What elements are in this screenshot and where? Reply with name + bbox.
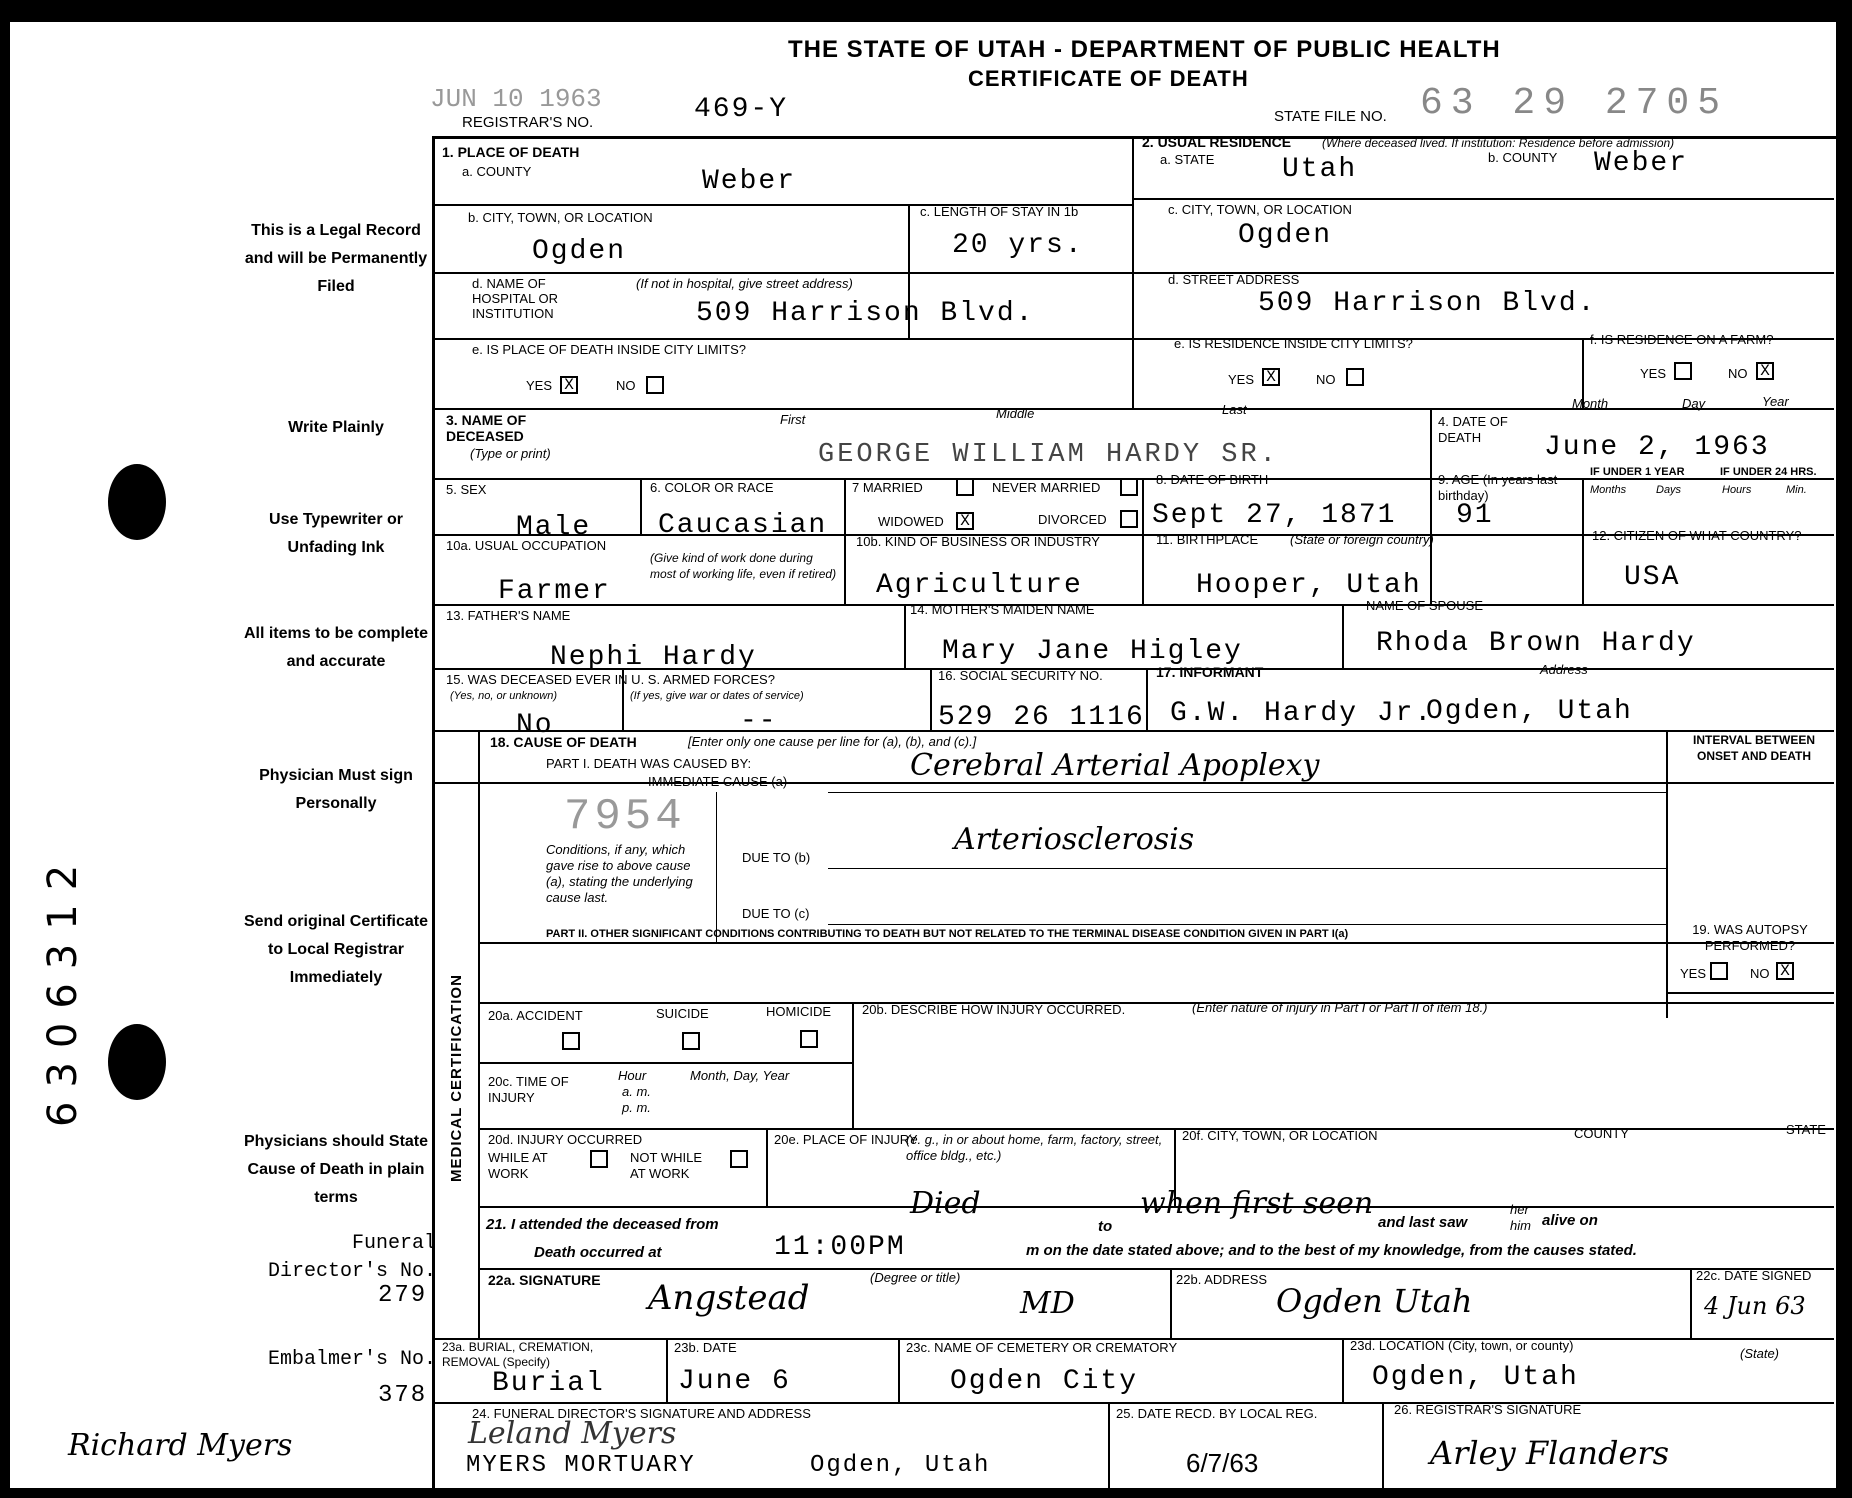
not-while-label: NOT WHILE AT WORK (630, 1150, 702, 1181)
mortuary-name: MYERS MORTUARY (466, 1452, 696, 1479)
no-label: NO (1316, 372, 1336, 387)
punch-hole (108, 1024, 166, 1100)
spouse-label: NAME OF SPOUSE (1366, 598, 1484, 613)
occurred-label: 20d. INJURY OCCURRED (488, 1132, 643, 1147)
place-injury-note: (e. g., in or about home, farm, factory, street, office bldg., etc.) (906, 1132, 1163, 1163)
date-signed-label: 22c. DATE SIGNED (1696, 1268, 1812, 1283)
immediate-cause: Cerebral Arterial Apoplexy (910, 748, 1320, 783)
local-reg-date: 6/7/63 (1186, 1448, 1259, 1478)
burial-date: June 6 (678, 1366, 791, 1397)
rule (1666, 730, 1668, 1018)
city-limits-label: e. IS PLACE OF DEATH INSIDE CITY LIMITS? (472, 342, 747, 357)
occupation-label: 10a. USUAL OCCUPATION (446, 538, 607, 553)
hours-label: Hours (1722, 484, 1752, 496)
cause-line (828, 792, 1666, 793)
describe-label: 20b. DESCRIBE HOW INJURY OCCURRED. (862, 1002, 1126, 1017)
res-limits-label: e. IS RESIDENCE INSIDE CITY LIMITS? (1174, 336, 1413, 351)
while-work-label: WHILE AT WORK (488, 1150, 548, 1181)
sidebar-physician: Physician Must sign Personally (259, 767, 413, 812)
death-certificate (10, 22, 1836, 1488)
sex-label: 5. SEX (446, 482, 487, 497)
place-city: Ogden (532, 236, 627, 267)
res-county: Weber (1594, 148, 1689, 179)
accident-checkbox[interactable] (562, 1032, 580, 1050)
father-label: 13. FATHER'S NAME (446, 608, 571, 623)
attend-to-label: to (1098, 1218, 1113, 1235)
res-state: Utah (1282, 154, 1358, 185)
father-value: Nephi Hardy (550, 642, 757, 673)
rule (1690, 1268, 1692, 1338)
deceased-name: GEORGE WILLIAM HARDY SR. (818, 440, 1279, 470)
physician-address: Ogden Utah (1276, 1282, 1473, 1320)
registrar-label: REGISTRAR'S NO. (462, 114, 594, 131)
funeral-director-label: Funeral Director's No. (267, 1232, 436, 1283)
rule (1146, 668, 1148, 730)
ssn-value: 529 26 1116 (938, 702, 1145, 733)
res-street: 509 Harrison Blvd. (1258, 288, 1597, 319)
funeral-director-signature: Leland Myers (468, 1416, 677, 1451)
days-label: Days (1656, 484, 1682, 496)
res-county-label: b. COUNTY (1488, 150, 1558, 165)
married-checkbox[interactable] (956, 478, 974, 496)
part1-label: PART I. DEATH WAS CAUSED BY: (546, 756, 752, 771)
place-hospital: 509 Harrison Blvd. (696, 298, 1035, 329)
under-24-label: IF UNDER 24 HRS. (1720, 466, 1817, 478)
divorced-label: DIVORCED (1038, 512, 1107, 527)
punch-hole (108, 464, 166, 540)
sidebar-plain: Write Plainly (288, 419, 384, 436)
county-label: a. COUNTY (462, 164, 532, 179)
rule (1382, 1402, 1384, 1488)
farm-yes-checkbox[interactable] (1674, 362, 1692, 380)
occupation-value: Farmer (498, 576, 611, 607)
hospital-label: d. NAME OF HOSPITAL OR INSTITUTION (472, 276, 558, 321)
rule (1342, 604, 1344, 668)
suicide-label: SUICIDE (656, 1006, 709, 1021)
res-state-label: a. STATE (1160, 152, 1215, 167)
part2-label: PART II. OTHER SIGNIFICANT CONDITIONS CONTRIBUTING TO DEATH BUT NOT RELATED TO THE TERMINAL DISEASE CONDITION GIVEN IN PART I(a) (546, 928, 1349, 940)
place-stay: 20 yrs. (952, 230, 1084, 261)
death-date-label: 4. DATE OF DEATH (1438, 414, 1508, 445)
margin-signature: Richard Myers (68, 1428, 293, 1463)
name-label: 3. NAME OF DECEASED (446, 412, 527, 444)
business-value: Agriculture (876, 570, 1083, 601)
stay-label: c. LENGTH OF STAY IN 1b (920, 204, 1079, 219)
cause-note: [Enter only one cause per line for (a), (b), and (c).] (688, 734, 977, 749)
citizen-value: USA (1624, 562, 1681, 593)
place-limits-yes-checkbox[interactable]: X (560, 376, 578, 394)
rule (478, 730, 480, 1338)
birthplace-value: Hooper, Utah (1196, 570, 1422, 601)
him-label: him (1510, 1218, 1531, 1233)
interval-label: INTERVAL BETWEEN ONSET AND DEATH (1692, 733, 1815, 763)
serial-number: 6306312 (40, 850, 86, 1127)
homicide-checkbox[interactable] (800, 1030, 818, 1048)
race-label: 6. COLOR OR RACE (650, 480, 774, 495)
rule (1132, 198, 1834, 200)
divorced-checkbox[interactable] (1120, 510, 1138, 528)
attend-to: when first seen (1140, 1186, 1374, 1221)
rule (904, 604, 906, 668)
day-label: Day (1682, 396, 1706, 411)
certificate-title: CERTIFICATE OF DEATH (968, 66, 1249, 91)
res-limits-no-checkbox[interactable] (1346, 368, 1364, 386)
her-label: her (1510, 1202, 1529, 1217)
sidebar-send: Send original Certificate to Local Registrar Immediately (243, 913, 429, 986)
rule (666, 1338, 668, 1402)
location-state-note: (State) (1740, 1346, 1780, 1361)
last-saw-label: and last saw (1378, 1214, 1468, 1231)
business-label: 10b. KIND OF BUSINESS OR INDUSTRY (856, 534, 1100, 549)
ssn-label: 16. SOCIAL SECURITY NO. (938, 668, 1103, 683)
occurred-rest: m on the date stated above; and to the best of my knowledge, from the causes stated. (1026, 1242, 1637, 1259)
attend-from: Died (910, 1186, 981, 1221)
age-value: 91 (1456, 500, 1494, 531)
alive-label: alive on (1542, 1212, 1598, 1229)
rule (478, 1128, 1834, 1130)
res-limits-yes-checkbox[interactable]: X (1262, 368, 1280, 386)
time-label: 20c. TIME OF INJURY (488, 1074, 569, 1105)
age-label: 9. AGE (In years last birthday) (1438, 472, 1558, 503)
rule (432, 408, 1834, 410)
hour-label: Hour (618, 1068, 647, 1083)
while-work-checkbox[interactable] (590, 1150, 608, 1168)
place-label: 1. PLACE OF DEATH (442, 144, 580, 160)
burial-date-label: 23b. DATE (674, 1340, 737, 1355)
yes-label: YES (1228, 372, 1255, 387)
name-sub: (Type or print) (470, 446, 551, 461)
armed-value: No (516, 710, 554, 741)
informant-label: 17. INFORMANT (1156, 664, 1264, 680)
state-file-label: STATE FILE NO. (1274, 108, 1387, 125)
war-note: (If yes, give war or dates of service) (630, 690, 804, 702)
rule (478, 1002, 1834, 1004)
place-limits-no-checkbox[interactable] (646, 376, 664, 394)
cemetery-label: 23c. NAME OF CEMETERY OR CREMATORY (906, 1340, 1178, 1355)
widowed-label: WIDOWED (878, 514, 944, 529)
attend-label: 21. I attended the deceased from (486, 1216, 719, 1233)
mdy-label: Month, Day, Year (690, 1068, 790, 1083)
war-value: -- (740, 706, 778, 737)
never-married-label: NEVER MARRIED (992, 480, 1101, 495)
death-occurred-label: Death occurred at (534, 1244, 662, 1261)
rule (478, 1062, 852, 1064)
yes-label: YES (1640, 366, 1667, 381)
location-value: Ogden, Utah (1372, 1362, 1579, 1393)
autopsy-label: 19. WAS AUTOPSY PERFORMED? (1692, 922, 1808, 953)
death-time: 11:00PM (774, 1232, 906, 1263)
rule (898, 1338, 900, 1402)
injury-state-label: STATE (1786, 1122, 1826, 1137)
not-while-checkbox[interactable] (730, 1150, 748, 1168)
rule (432, 604, 1834, 606)
funeral-director-no: 279 (378, 1282, 428, 1309)
location-label: 23d. LOCATION (City, town, or county) (1350, 1338, 1574, 1353)
funeral-director-sig-label: 24. FUNERAL DIRECTOR'S SIGNATURE AND ADDRESS (472, 1406, 811, 1421)
immediate-label: IMMEDIATE CAUSE (a) (648, 774, 788, 789)
rule (852, 1002, 854, 1128)
embalmer-label: Embalmer's No. (267, 1348, 436, 1371)
informant-address-label: Address (1540, 662, 1588, 677)
injury-county-label: COUNTY (1574, 1126, 1629, 1141)
res-city-label: c. CITY, TOWN, OR LOCATION (1168, 202, 1352, 217)
hospital-note: (If not in hospital, give street address) (636, 276, 853, 291)
birthplace-note: (State or foreign country) (1290, 532, 1434, 547)
rule (432, 1402, 1834, 1404)
autopsy-no-checkbox[interactable]: X (1776, 962, 1794, 980)
under-1-label: IF UNDER 1 YEAR (1590, 466, 1685, 478)
spouse-value: Rhoda Brown Hardy (1376, 628, 1696, 659)
sidebar-typewriter: Use Typewriter or Unfading Ink (269, 511, 403, 556)
res-city: Ogden (1238, 220, 1333, 251)
residence-note: (Where deceased lived. If institution: Residence before admission) (1322, 136, 1675, 150)
local-reg-date-label: 25. DATE RECD. BY LOCAL REG. (1116, 1406, 1318, 1421)
degree-label: (Degree or title) (870, 1270, 961, 1285)
married-label: 7 MARRIED (852, 480, 923, 495)
name-middle-label: Middle (996, 406, 1035, 421)
armed-label: 15. WAS DECEASED EVER IN U. S. ARMED FORCES? (446, 672, 775, 687)
yes-label: YES (526, 378, 553, 393)
place-county: Weber (702, 166, 797, 197)
year-label: Year (1762, 394, 1789, 409)
accident-label: 20a. ACCIDENT (488, 1008, 583, 1023)
registrar-signature-label: 26. REGISTRAR'S SIGNATURE (1394, 1402, 1582, 1417)
embalmer-no: 378 (378, 1382, 428, 1409)
birthplace-label: 11. BIRTHPLACE (1156, 532, 1259, 547)
informant-value: G.W. Hardy Jr. (1170, 698, 1434, 729)
place-injury-label: 20e. PLACE OF INJURY (774, 1132, 918, 1147)
due-b-value: Arteriosclerosis (954, 822, 1195, 857)
degree-value: MD (1020, 1286, 1075, 1321)
received-stamp: JUN 10 1963 (430, 84, 602, 114)
cemetery-value: Ogden City (950, 1366, 1139, 1397)
ampm-label: a. m. p. m. (622, 1084, 651, 1115)
mother-label: 14. MOTHER'S MAIDEN NAME (910, 602, 1095, 617)
rule (640, 478, 642, 534)
rule (766, 1128, 768, 1206)
sidebar-legal: This is a Legal Record and will be Permanently Filed (244, 222, 428, 295)
registrar-signature: Arley Flanders (1430, 1434, 1670, 1472)
occupation-note: (Give kind of work done during most of working life, even if retired) (650, 551, 837, 581)
death-date: June 2, 1963 (1544, 432, 1770, 463)
race-value: Caucasian (658, 510, 828, 541)
armed-sub: (Yes, no, or unknown) (450, 690, 558, 702)
suicide-checkbox[interactable] (682, 1032, 700, 1050)
never-married-checkbox[interactable] (1120, 478, 1138, 496)
no-label: NO (616, 378, 636, 393)
birth-date: Sept 27, 1871 (1152, 500, 1397, 531)
rule (1170, 1268, 1172, 1338)
due-c-label: DUE TO (c) (742, 906, 810, 921)
due-b-label: DUE TO (b) (742, 850, 811, 865)
cause-line (828, 868, 1666, 869)
cause-code: 7954 (564, 792, 686, 842)
no-label: NO (1728, 366, 1748, 381)
rule (1108, 1402, 1110, 1488)
citizen-label: 12. CITIZEN OF WHAT COUNTRY? (1592, 528, 1802, 543)
name-last-label: Last (1222, 402, 1247, 417)
min-label: Min. (1786, 484, 1807, 496)
cause-line (828, 924, 1666, 925)
autopsy-yes-checkbox[interactable] (1710, 962, 1728, 980)
city-label: b. CITY, TOWN, OR LOCATION (468, 210, 653, 225)
burial-label: 23a. BURIAL, CREMATION, REMOVAL (Specify) (442, 1340, 594, 1369)
rule (1342, 1338, 1344, 1402)
birth-date-label: 8. DATE OF BIRTH (1156, 472, 1269, 487)
farm-no-checkbox[interactable]: X (1756, 362, 1774, 380)
date-signed: 4 Jun 63 (1704, 1292, 1806, 1320)
rule (716, 792, 717, 942)
informant-address: Ogden, Utah (1426, 696, 1633, 727)
rule (1132, 136, 1134, 408)
yes-label: YES (1680, 966, 1707, 981)
sex-value: Male (516, 512, 592, 543)
rule (478, 942, 1834, 944)
rule (1142, 478, 1144, 604)
sidebar-cause: Physicians should State Cause of Death in plain terms (243, 1133, 429, 1206)
mortuary-address: Ogden, Utah (810, 1452, 991, 1479)
month-label: Month (1572, 396, 1609, 411)
physician-signature: Angstead (648, 1278, 810, 1318)
name-first-label: First (780, 412, 806, 427)
burial-value: Burial (492, 1368, 605, 1399)
street-label: d. STREET ADDRESS (1168, 272, 1300, 287)
rule (1666, 992, 1834, 994)
mother-value: Mary Jane Higley (942, 636, 1243, 667)
signature-label: 22a. SIGNATURE (488, 1272, 601, 1288)
cause-label: 18. CAUSE OF DEATH (490, 734, 637, 750)
sidebar-items: All items to be complete and accurate (243, 625, 429, 670)
rule (930, 668, 932, 730)
no-label: NO (1750, 966, 1770, 981)
conditions-note: Conditions, if any, which gave rise to above cause (a), stating the underlying cause last. (546, 842, 693, 905)
state-heading: THE STATE OF UTAH - DEPARTMENT OF PUBLIC HEALTH (788, 36, 1501, 63)
homicide-label: HOMICIDE (766, 1004, 831, 1019)
rule (844, 478, 846, 604)
residence-label: 2. USUAL RESIDENCE (1142, 134, 1292, 150)
months-label: Months (1590, 484, 1627, 496)
widowed-checkbox[interactable]: X (956, 512, 974, 530)
registrar-no: 469-Y (694, 94, 789, 125)
injury-city-label: 20f. CITY, TOWN, OR LOCATION (1182, 1128, 1378, 1143)
state-file-no: 63 29 2705 (1420, 82, 1729, 125)
medical-certification-label: MEDICAL CERTIFICATION (448, 974, 465, 1182)
address-label: 22b. ADDRESS (1176, 1272, 1268, 1287)
farm-label: f. IS RESIDENCE ON A FARM? (1590, 332, 1774, 347)
describe-note: (Enter nature of injury in Part I or Part II of item 18.) (1192, 1000, 1488, 1015)
rule (478, 1268, 1834, 1270)
